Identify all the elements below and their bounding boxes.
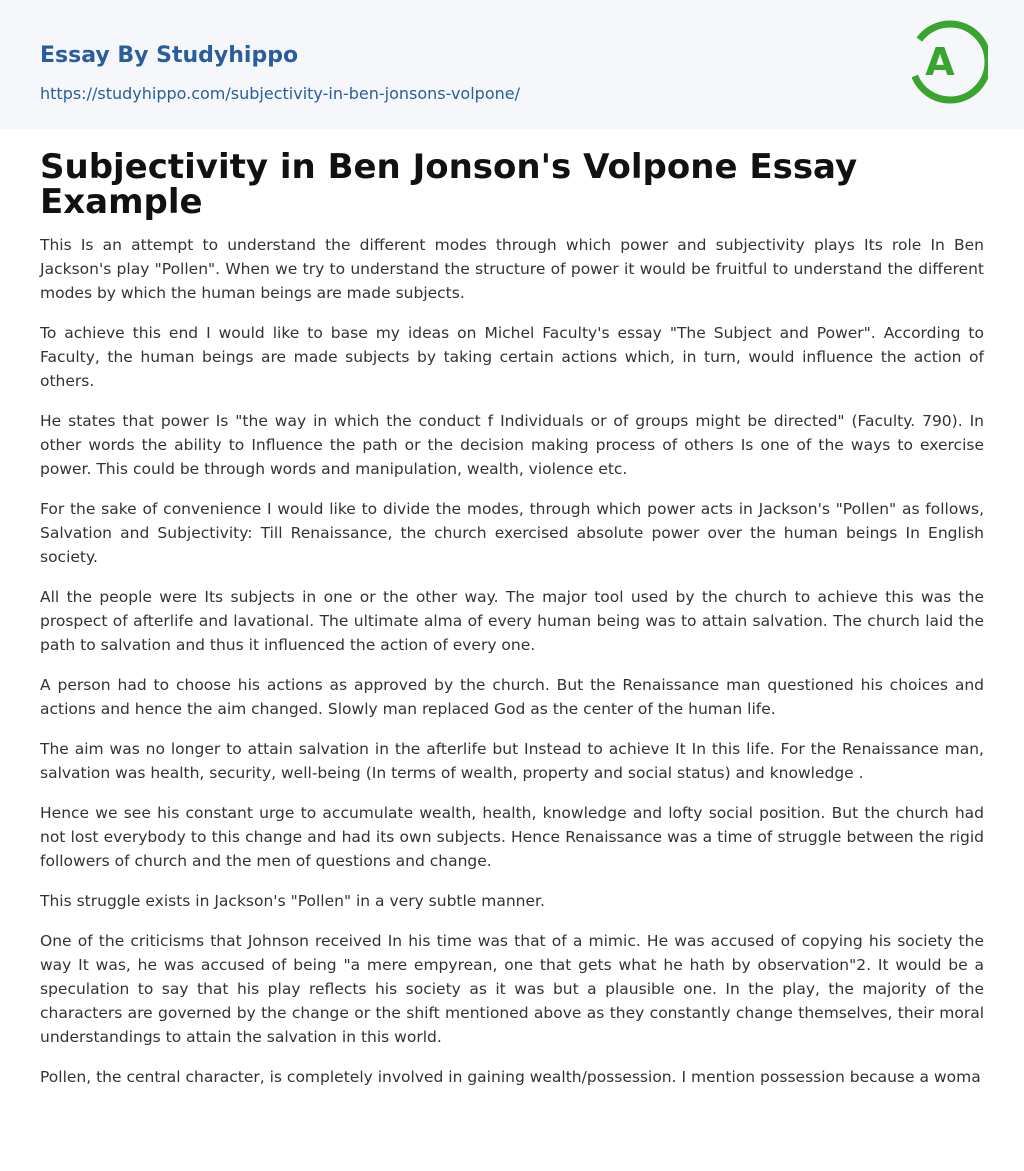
paragraph: To achieve this end I would like to base my ideas on Michel Faculty's essay "The Subject and Power". According to Faculty, the human beings are made subjects by taking certain actions which, in turn, would influence the action of others. (40, 324, 984, 390)
site-brand[interactable]: Essay By Studyhippo (40, 43, 299, 68)
paragraph: Hence we see his constant urge to accumulate wealth, health, knowledge and lofty social position. But the church had not lost everybody to this change and had its own subjects. Hence Renaissance was a time of struggle between the rigid followers of church and the men of questions and change. (40, 804, 984, 870)
paragraph: A person had to choose his actions as approved by the church. But the Renaissance man questioned his choices and actions and hence the aim changed. Slowly man replaced God as the center of the human life. (40, 676, 984, 718)
paragraph: For the sake of convenience I would like to divide the modes, through which power acts in Jackson's "Pollen" as follows, Salvation and Subjectivity: Till Renaissance, the church exercised absolute power over the human beings In English society. (40, 500, 984, 566)
essay-url-link[interactable]: https://studyhippo.com/subjectivity-in-ben-jonsons-volpone/ (40, 84, 520, 103)
paragraph: Pollen, the central character, is completely involved in gaining wealth/possession. I mention possession because a woma (40, 1068, 981, 1086)
paragraph: This Is an attempt to understand the different modes through which power and subjectivity plays Its role In Ben Jackson's play "Pollen". When we try to understand the structure of power it would be fruitful to understand the different modes by which the human beings are made subjects. (40, 236, 984, 302)
paragraph: The aim was no longer to attain salvation in the afterlife but Instead to achieve It In this life. For the Renaissance man, salvation was health, security, well-being (In terms of wealth, property and social status) and knowledge . (40, 740, 984, 782)
logo-letter: A (925, 40, 955, 84)
paragraph: This struggle exists in Jackson's "Pollen" in a very subtle manner. (40, 892, 545, 910)
paragraph: One of the criticisms that Johnson received In his time was that of a mimic. He was accused of copying his society the way It was, he was accused of being "a mere empyrean, one that gets what he hath by observation"2. It would be a speculation to say that his play reflects his society as it was but a plausible one. In the play, the majority of the characters are governed by the change or the shift mentioned above as they constantly change themselves, their moral understandings to attain the salvation in this world. (40, 932, 984, 1046)
paragraph: All the people were Its subjects in one or the other way. The major tool used by the church to achieve this was the prospect of afterlife and lavational. The ultimate alma of every human being was to attain salvation. The church laid the path to salvation and thus it influenced the action of every one. (40, 588, 984, 654)
essay-body (40, 233, 984, 1105)
paragraph: He states that power Is "the way in which the conduct f Individuals or of groups might be directed" (Faculty. 790). In other words the ability to Influence the path or the decision making process of others Is one of the ways to exercise power. This could be through words and manipulation, wealth, violence etc. (40, 412, 984, 478)
page-title: Subjectivity in Ben Jonson's Volpone Essay Example (40, 147, 858, 222)
